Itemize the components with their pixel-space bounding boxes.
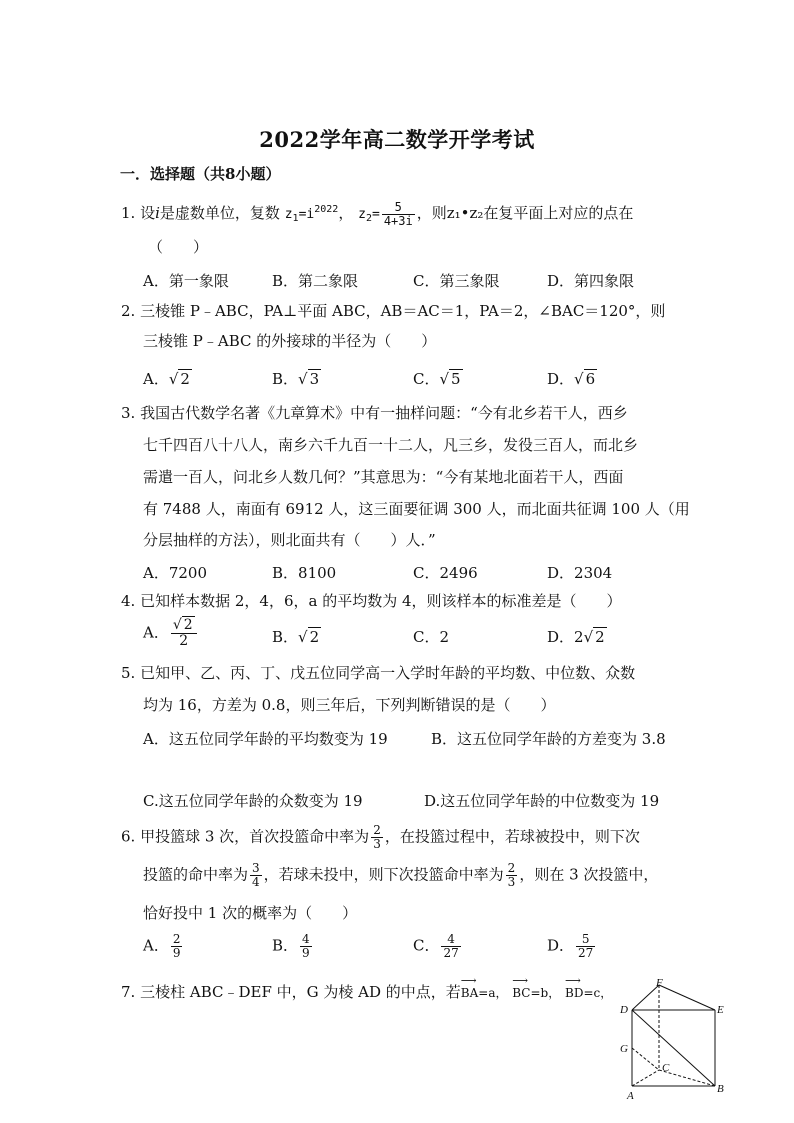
page-title: 2022学年高二数学开学考试 <box>259 127 535 152</box>
sqrt: √ 2 <box>168 370 190 388</box>
question-text: 已知样本数据 2，4，6，a 的平均数为 4，则该样本的标准差是（ ） <box>140 592 622 610</box>
section-heading: 一．选择题（共8小题） <box>120 165 281 183</box>
question-text: ，在投篮过程中，若球被投中，则下次 <box>384 827 640 846</box>
edge-gc <box>632 1048 659 1070</box>
question-number: 1. <box>121 204 136 222</box>
vertex-label: D <box>620 1004 628 1016</box>
fraction: $\frac{2}{3}$ <box>507 861 516 889</box>
option-a: A．√ 2 <box>143 370 190 388</box>
vertex-label: A <box>627 1090 634 1102</box>
question-text: 已知甲、乙、丙、丁、戊五位同学高一入学时年龄的平均数、中位数、众数 <box>140 664 636 682</box>
option-c: C．2496 <box>413 564 478 582</box>
question-text: 七千四百八十八人，南乡六千九百一十二人，凡三乡，发役三百人，而北乡 <box>143 436 639 454</box>
fraction: $\frac{2}{3}$ <box>373 823 381 851</box>
question-text: 甲投篮球 3 次，首次投篮命中率为 <box>140 827 370 846</box>
option-d: D． $\frac{5}{27}$ <box>547 932 594 960</box>
question-number: 6. <box>121 827 136 846</box>
option-b: B．√ 3 <box>272 370 320 388</box>
question-1 <box>121 201 633 228</box>
fraction: $\frac{5}{4+3i}$ <box>383 200 413 228</box>
question-text: ，则z₁•z₂在复平面上对应的点在 <box>416 204 634 222</box>
option-b: B．8100 <box>272 564 337 582</box>
question-text: 三棱锥 P﹣ABC，PA⊥平面 ABC，AB＝AC＝1，PA＝2，∠BAC＝120°，则 <box>140 302 666 320</box>
question-number: 3. <box>121 404 136 422</box>
z2-expression: $z_2=$ $\frac{5}{4+3i}$ <box>358 200 413 228</box>
option-c: C． $\frac{4}{27}$ <box>413 932 459 960</box>
edge-ac <box>632 1070 659 1086</box>
option-b: B． $\frac{4}{9}$ <box>272 932 310 960</box>
option-b: B．这五位同学年龄的方差变为 3.8 <box>431 730 666 748</box>
vertex-label: F <box>656 978 663 989</box>
sqrt: √ 3 <box>298 370 320 388</box>
option-d: D.这五位同学年龄的中位数变为 19 <box>424 792 660 810</box>
option-d: D．第四象限 <box>547 272 635 290</box>
question-text: 设 <box>140 204 156 222</box>
question-number: 4. <box>121 592 136 610</box>
vertex-label: C <box>662 1062 670 1074</box>
vector-ba: ⟶ BA <box>461 984 478 1002</box>
option-b: B．√ 2 <box>272 628 320 646</box>
option-c: C.这五位同学年龄的众数变为 19 <box>143 792 363 810</box>
question-number: 7. <box>121 983 136 1001</box>
question-text: 是虚数单位，复数 <box>159 204 280 222</box>
question-text: 三棱锥 P﹣ABC 的外接球的半径为（ ） <box>143 332 437 350</box>
answer-paren: （ ） <box>148 238 209 256</box>
question-4 <box>121 592 622 610</box>
sqrt: √ 6 <box>574 370 596 388</box>
option-b: B．第二象限 <box>272 272 359 290</box>
vertex-label: G <box>620 1043 628 1055</box>
question-number: 5. <box>121 664 136 682</box>
question-text: 我国古代数学名著《九章算术》中有一抽样问题：“今有北乡若干人，西乡 <box>140 404 628 422</box>
question-text: 有 7488 人，南面有 6912 人，这三面要征调 300 人，而北面共征调 100 人（用 <box>143 500 690 518</box>
vertex-label: B <box>717 1083 724 1095</box>
option-a: A．第一象限 <box>143 272 229 290</box>
separator: ， <box>338 204 354 222</box>
prism-figure <box>612 978 730 1103</box>
option-d: D．2304 <box>547 564 613 582</box>
option-c: C．2 <box>413 628 450 646</box>
question-text: 分层抽样的方法），则北面共有（ ）人．” <box>143 531 436 549</box>
option-a: A．7200 <box>143 564 208 582</box>
question-text: 三棱柱 ABC﹣DEF 中，G 为棱 AD 的中点，若 <box>140 983 461 1001</box>
option-a: A． $\frac{2}{9}$ <box>143 932 181 960</box>
fraction: $\frac{3}{4}$ <box>252 861 260 889</box>
option-d: D．2√ 2 <box>547 628 605 646</box>
option-a: A． $\frac{√ 2}{2}$ <box>143 618 199 649</box>
question-text: 投篮的命中率为 $\frac{3}{4}$ ，若球未投中，则下次投篮命中率为 $\frac{2}{3}$ ，则在 3 次投篮中， <box>143 861 659 889</box>
question-2 <box>121 302 665 320</box>
sqrt: √ 5 <box>439 370 461 388</box>
question-number: 2. <box>121 302 136 320</box>
question-text: 恰好投中 1 次的概率为（ ） <box>143 904 358 922</box>
variable: i <box>155 204 160 222</box>
edge-df <box>632 985 659 1010</box>
sqrt: √ 2 <box>583 628 605 646</box>
question-text: 均为 16，方差为 0.8，则三年后，下列判断错误的是（ ） <box>143 696 556 714</box>
option-c: C．第三象限 <box>413 272 500 290</box>
vector-bc: ⟶ BC <box>512 984 530 1002</box>
question-6 <box>121 824 640 851</box>
option-a: A．这五位同学年龄的平均数变为 19 <box>143 730 388 748</box>
vertex-label: E <box>717 1004 724 1016</box>
edge-fe <box>659 985 715 1010</box>
option-d: D．√ 6 <box>547 370 596 388</box>
question-7: 7. 三棱柱 ABC﹣DEF 中，G 为棱 AD 的中点，若⟶ BA=a， ⟶ BC=b， ⟶ BD=c， <box>121 983 612 1002</box>
vector-bd: ⟶ BD <box>565 984 583 1002</box>
fraction: $\frac{√ 2}{2}$ <box>171 618 197 649</box>
option-c: C．√ 5 <box>413 370 461 388</box>
question-text: 需遣一百人，问北乡人数几何？”其意思为：“今有某地北面若干人，西面 <box>143 468 624 486</box>
question-5 <box>121 664 635 682</box>
sqrt: √ 2 <box>298 628 320 646</box>
question-3 <box>121 404 628 422</box>
z1-expression: $z_1=i^{2022}$ <box>284 204 339 224</box>
